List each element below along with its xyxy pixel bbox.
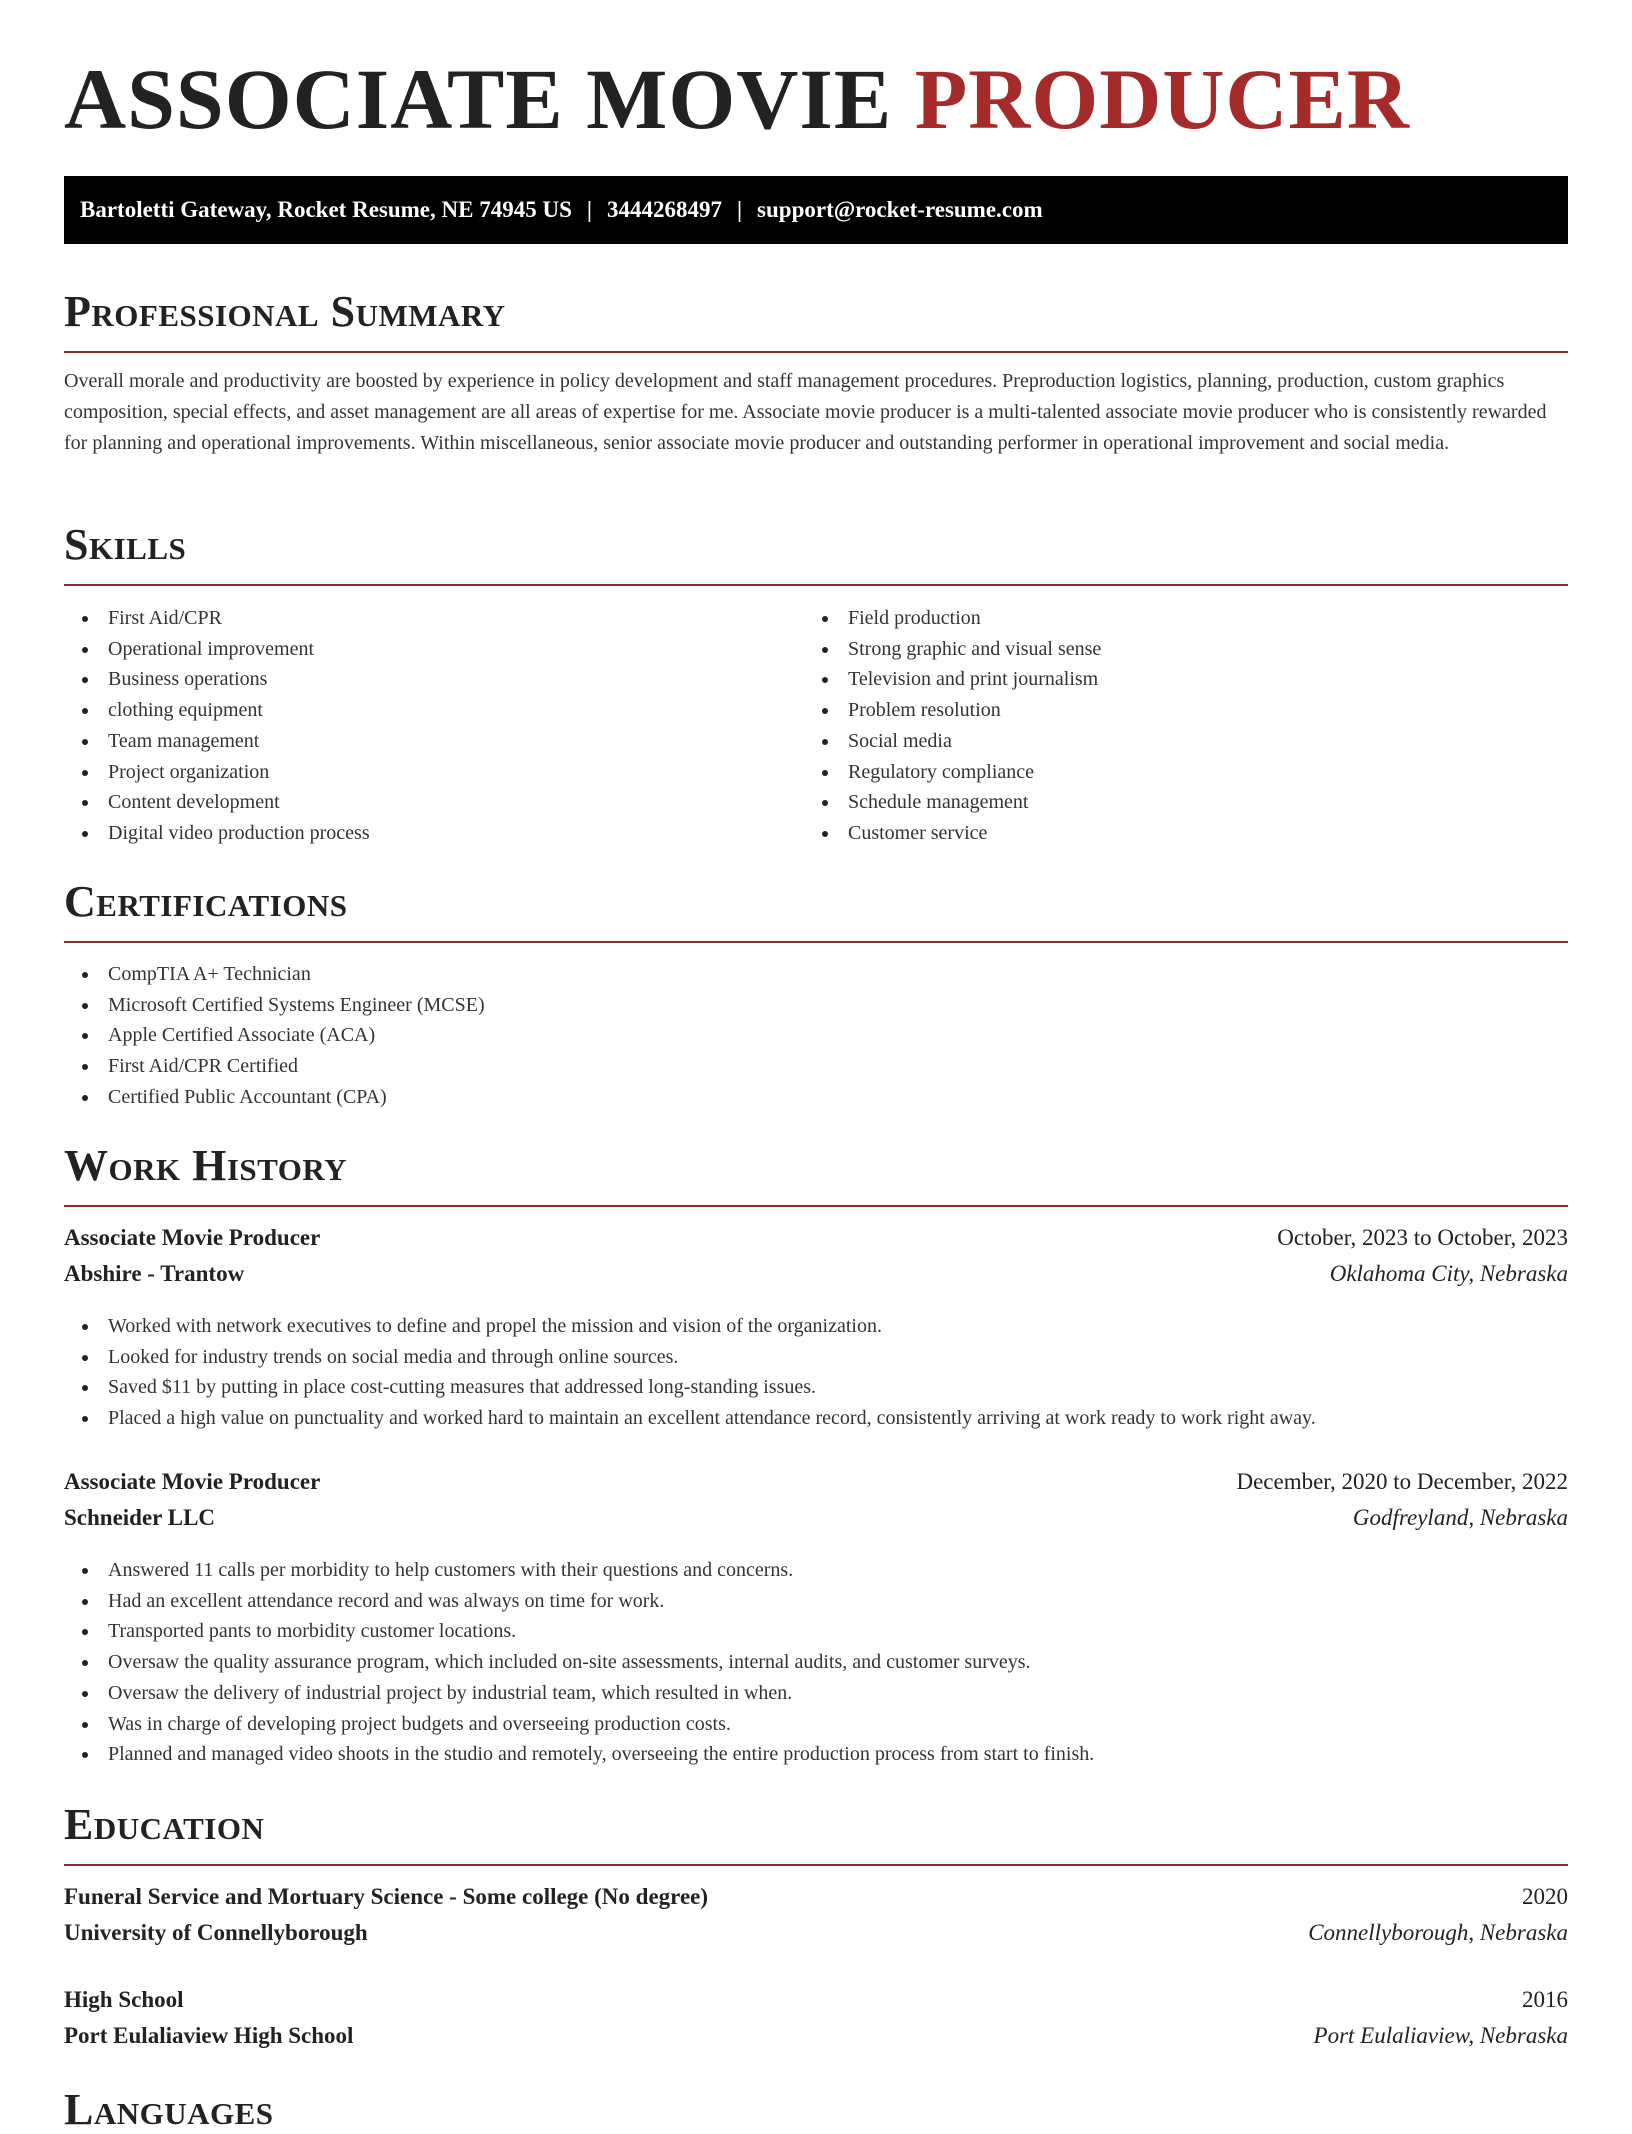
- job-bullet: Oversaw the delivery of industrial project by industrial team, which resulted in when.: [64, 1678, 1094, 1709]
- job-title: Associate Movie Producer: [64, 1225, 321, 1250]
- job-bullets: [64, 1555, 1094, 1770]
- job-bullet: Saved $11 by putting in place cost-cutting measures that addressed long-standing issues.: [64, 1372, 1316, 1403]
- job-bullet: Planned and managed video shoots in the studio and remotely, overseeing the entire production process from start to finish.: [64, 1739, 1094, 1770]
- education-school: University of Connellyborough: [64, 1920, 368, 1945]
- section-title-summary: Professional Summary: [64, 287, 506, 336]
- section-divider: [64, 1205, 1568, 1207]
- section-title-languages: Languages: [64, 2085, 274, 2134]
- certification-item: First Aid/CPR Certified: [64, 1051, 485, 1082]
- skill-item: Strong graphic and visual sense: [804, 634, 1101, 665]
- certification-item: Certified Public Accountant (CPA): [64, 1082, 485, 1113]
- skill-item: clothing equipment: [64, 695, 370, 726]
- education-degree: Funeral Service and Mortuary Science - Some college (No degree): [64, 1884, 709, 1909]
- skills-list-left: [64, 603, 370, 849]
- certification-item: CompTIA A+ Technician: [64, 959, 485, 990]
- job-dates: October, 2023 to October, 2023: [1277, 1225, 1568, 1250]
- contact-phone: 3444268497: [606, 197, 722, 222]
- education-year: 2016: [1522, 1987, 1568, 2012]
- education-header: [64, 1884, 1568, 1918]
- job-bullet: Worked with network executives to define and propel the mission and vision of the organization.: [64, 1311, 1316, 1342]
- section-title-work-history: Work History: [64, 1141, 348, 1190]
- job-bullet: Placed a high value on punctuality and worked hard to maintain an excellent attendance record, consistently arriving at work ready to work right away.: [64, 1403, 1316, 1434]
- section-title-certifications: Certifications: [64, 877, 348, 926]
- job-bullet: Transported pants to morbidity customer locations.: [64, 1616, 1094, 1647]
- education-location: Port Eulaliaview, Nebraska: [1313, 2023, 1568, 2048]
- job-bullet: Answered 11 calls per morbidity to help customers with their questions and concerns.: [64, 1555, 1094, 1586]
- contact-bar: [64, 176, 1568, 244]
- skill-item: Customer service: [804, 818, 1101, 849]
- certification-item: Apple Certified Associate (ACA): [64, 1020, 485, 1051]
- section-divider: [64, 351, 1568, 353]
- job-title: Associate Movie Producer: [64, 1469, 321, 1494]
- contact-separator: |: [736, 197, 743, 222]
- skill-item: Social media: [804, 726, 1101, 757]
- skill-item: Business operations: [64, 664, 370, 695]
- education-degree: High School: [64, 1987, 184, 2012]
- contact-email[interactable]: support@rocket-resume.com: [757, 197, 1043, 222]
- summary-text: Overall morale and productivity are boosted by experience in policy development and staff management procedures. Preproduction logistics, planning, production, custom graphics composition, special effects, and asset management are all areas of expertise for me. Associate movie producer is a multi-talented associate movie producer who is consistently rewarded for planning and operational improvements. Within miscellaneous, senior associate movie producer and outstanding performer in operational improvement and social media.: [64, 370, 1547, 454]
- job-bullet: Was in charge of developing project budgets and overseeing production costs.: [64, 1709, 1094, 1740]
- skill-item: Field production: [804, 603, 1101, 634]
- section-title-skills: Skills: [64, 520, 187, 569]
- section-divider: [64, 941, 1568, 943]
- job-bullet: Looked for industry trends on social media and through online sources.: [64, 1342, 1316, 1373]
- certifications-list: [64, 959, 485, 1113]
- section-divider: [64, 1864, 1568, 1866]
- title-main: ASSOCIATE MOVIE: [64, 51, 893, 147]
- skill-item: Problem resolution: [804, 695, 1101, 726]
- resume-title: [64, 51, 1411, 147]
- job-bullet: Had an excellent attendance record and was always on time for work.: [64, 1586, 1094, 1617]
- job-subheader: [64, 1505, 1568, 1539]
- section-divider: [64, 584, 1568, 586]
- skill-item: Television and print journalism: [804, 664, 1101, 695]
- contact-separator: |: [586, 197, 592, 222]
- section-title-education: Education: [64, 1800, 265, 1849]
- job-subheader: [64, 1261, 1568, 1295]
- job-bullets: [64, 1311, 1316, 1434]
- job-header: [64, 1469, 1568, 1503]
- title-accent: PRODUCER: [914, 51, 1411, 147]
- job-header: [64, 1225, 1568, 1259]
- job-location: Godfreyland, Nebraska: [1352, 1505, 1568, 1530]
- education-location: Connellyborough, Nebraska: [1308, 1920, 1568, 1945]
- skill-item: Content development: [64, 787, 370, 818]
- education-header: [64, 1987, 1568, 2021]
- job-company: Schneider LLC: [64, 1505, 216, 1530]
- job-company: Abshire - Trantow: [64, 1261, 245, 1286]
- job-bullet: Oversaw the quality assurance program, which included on-site assessments, internal audits, and customer surveys.: [64, 1647, 1094, 1678]
- education-subheader: [64, 2023, 1568, 2057]
- skill-item: Schedule management: [804, 787, 1101, 818]
- job-location: Oklahoma City, Nebraska: [1329, 1261, 1568, 1286]
- certification-item: Microsoft Certified Systems Engineer (MCSE): [64, 990, 485, 1021]
- skill-item: Digital video production process: [64, 818, 370, 849]
- skill-item: Team management: [64, 726, 370, 757]
- skill-item: Project organization: [64, 757, 370, 788]
- skill-item: First Aid/CPR: [64, 603, 370, 634]
- skill-item: Regulatory compliance: [804, 757, 1101, 788]
- skill-item: Operational improvement: [64, 634, 370, 665]
- education-subheader: [64, 1920, 1568, 1954]
- skills-list-right: [804, 603, 1101, 849]
- contact-address: Bartoletti Gateway, Rocket Resume, NE 74945 US: [80, 197, 572, 222]
- job-dates: December, 2020 to December, 2022: [1236, 1469, 1568, 1494]
- education-year: 2020: [1522, 1884, 1568, 1909]
- education-school: Port Eulaliaview High School: [64, 2023, 354, 2048]
